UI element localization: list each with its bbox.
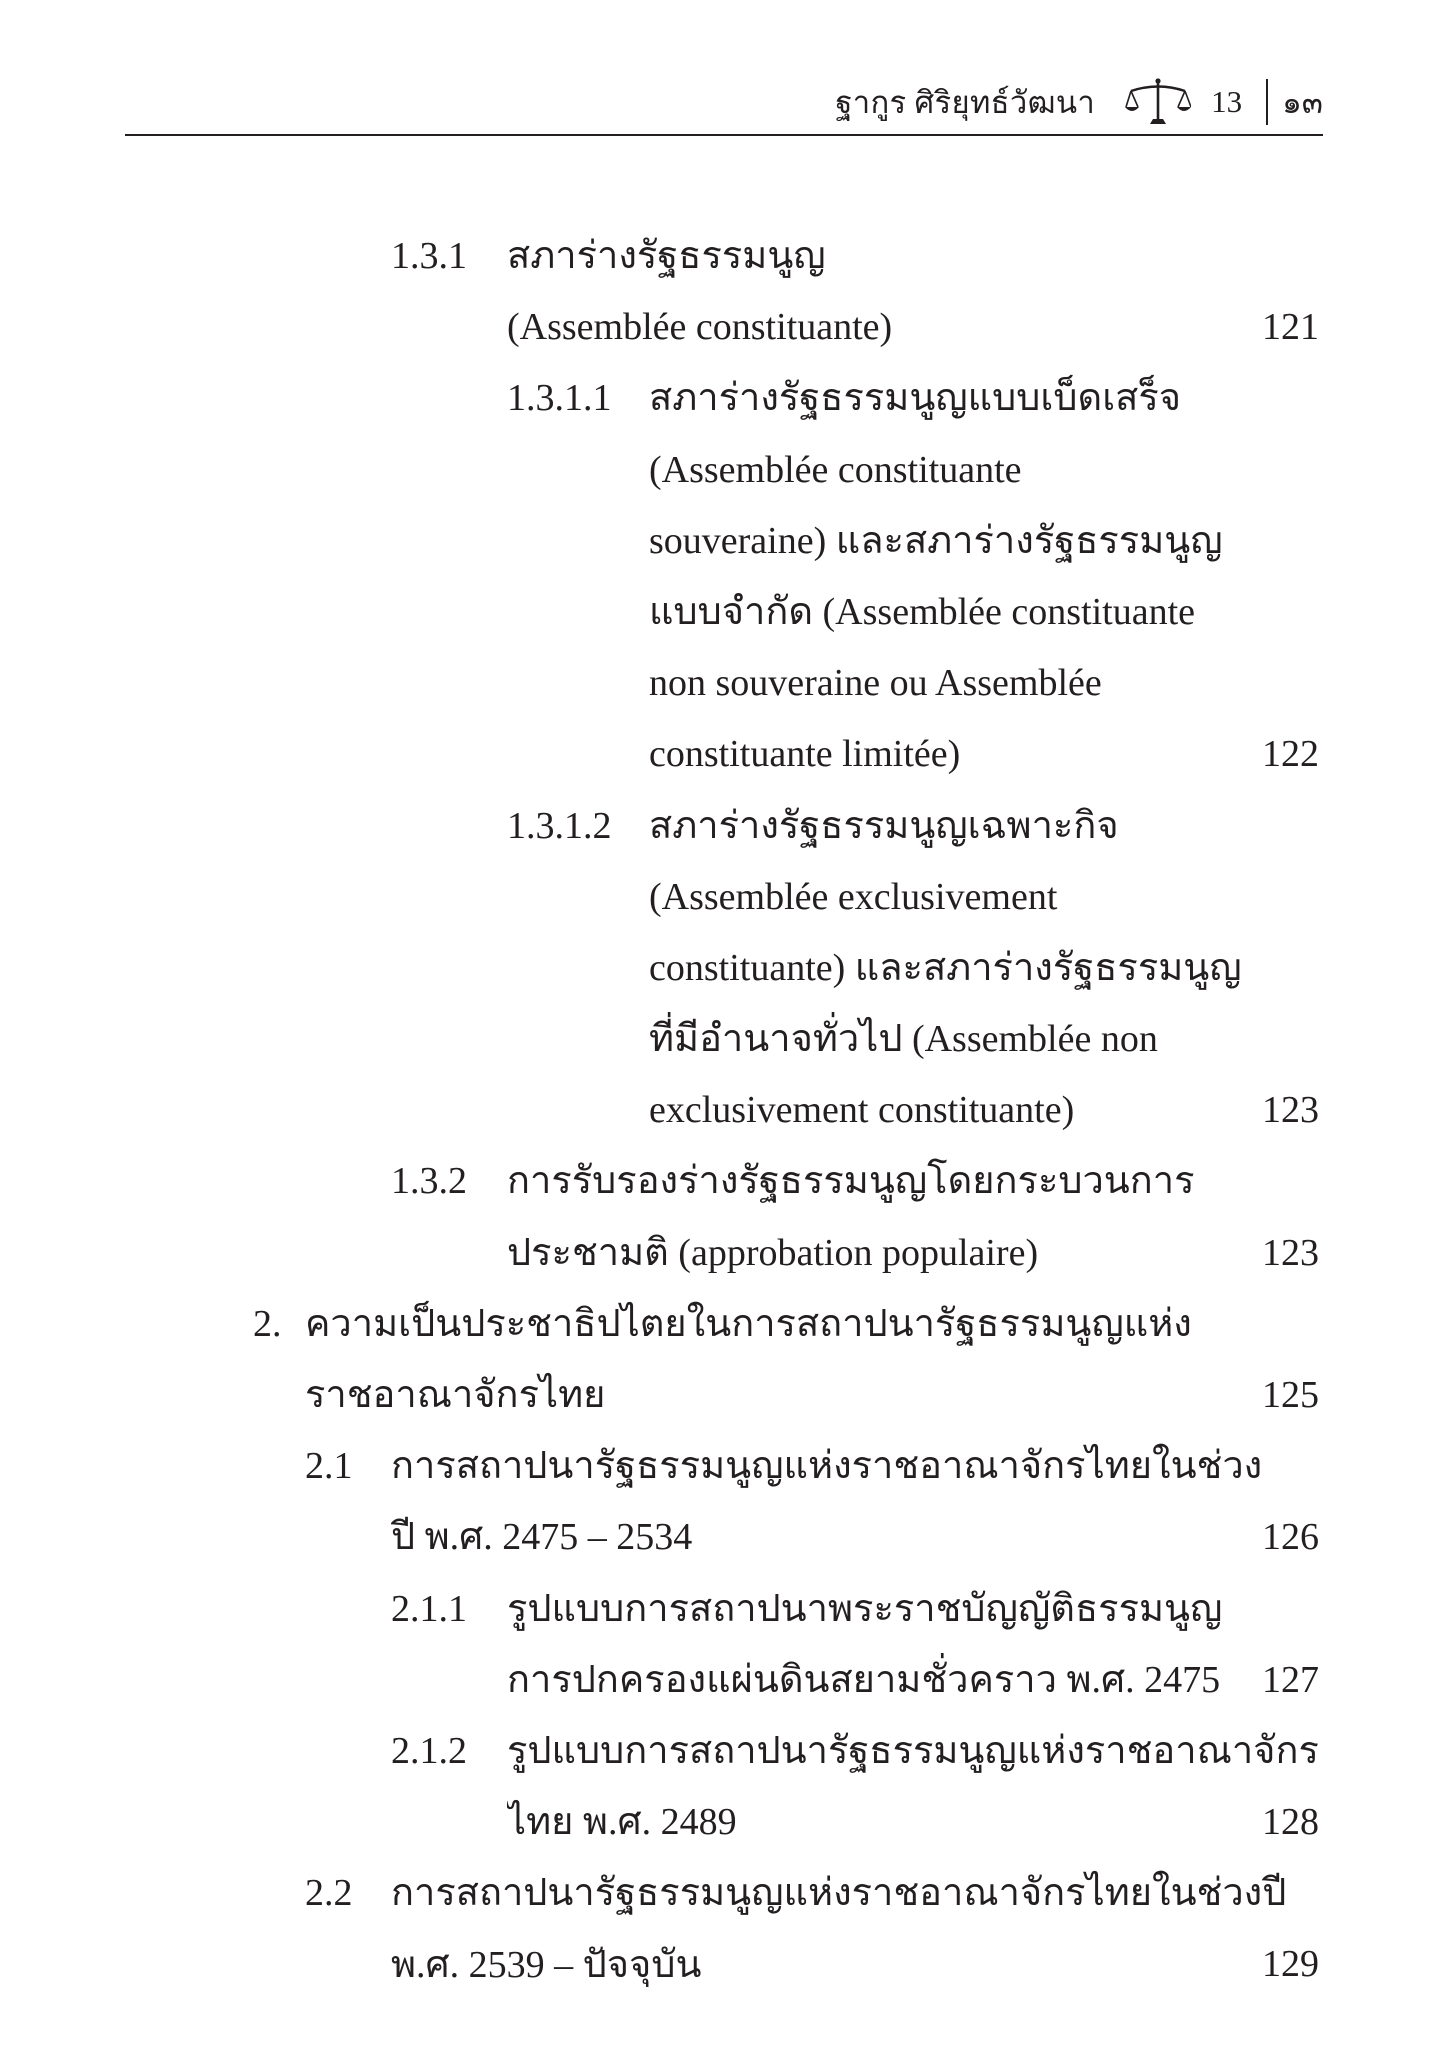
table-of-contents [0, 221, 1319, 2001]
entry-title-line: (Assemblée constituante [649, 448, 1022, 491]
entry-number: 2.1 [305, 1445, 353, 1488]
entry-title-line: การรับรองร่างรัฐธรรมนูญโดยกระบวนการ [507, 1160, 1195, 1203]
entry-number: 1.3.1.2 [507, 804, 612, 847]
entry-title [507, 1574, 1319, 1716]
toc-entry-1-3-1 [0, 221, 1319, 363]
page-number: 13 [1211, 84, 1243, 119]
entry-title [507, 1716, 1319, 1858]
entry-title-line: รูปแบบการสถาปนาพระราชบัญญัติธรรมนูญ [507, 1587, 1223, 1630]
entry-title-line: พ.ศ. 2539 – ปัจจุบัน [391, 1943, 702, 1986]
toc-entry-2-1 [0, 1431, 1319, 1573]
entry-number: 1.3.1 [391, 235, 467, 277]
entry-page-number: 129 [1262, 1943, 1319, 1986]
entry-page-number: 125 [1262, 1373, 1319, 1416]
entry-page-number: 126 [1262, 1516, 1319, 1559]
entry-title-line: constituante limitée) [649, 733, 961, 776]
entry-number: 2.1.1 [391, 1587, 467, 1630]
running-header [835, 70, 1323, 134]
entry-title [391, 1431, 1319, 1573]
toc-entry-2-1-2 [0, 1716, 1319, 1858]
entry-number: 2.2 [305, 1872, 353, 1915]
entry-number: 2. [253, 1302, 282, 1345]
folio-divider [1266, 79, 1268, 125]
entry-title-line: แบบจำกัด (Assemblée constituante [649, 590, 1196, 633]
entry-title-line: (Assemblée exclusivement [649, 875, 1058, 918]
entry-title-line: สภาร่างรัฐธรรมนูญแบบเบ็ดเสร็จ [649, 377, 1182, 420]
toc-entry-2-1-1 [0, 1574, 1319, 1716]
entry-title-line: รูปแบบการสถาปนารัฐธรรมนูญแห่งราชอาณาจักร [507, 1729, 1319, 1772]
page-number-thai: ๑๓ [1282, 85, 1323, 120]
toc-entry-2 [0, 1289, 1319, 1431]
entry-title [507, 1146, 1319, 1288]
entry-number: 1.3.2 [391, 1160, 467, 1203]
entry-title-line: สภาร่างรัฐธรรมนูญ [507, 235, 826, 277]
entry-title [305, 1289, 1319, 1431]
entry-title-line: ที่มีอำนาจทั่วไป (Assemblée non [649, 1018, 1158, 1061]
entry-page-number: 123 [1262, 1231, 1319, 1274]
entry-title-line: ประชามติ (approbation populaire) [507, 1231, 1039, 1274]
toc-entry-1-3-1-2 [0, 791, 1319, 1147]
scales-of-justice-icon [1125, 77, 1191, 127]
entry-title-line: ไทย พ.ศ. 2489 [507, 1801, 737, 1844]
author-name: ฐากูร ศิริยุทธ์วัฒนา [835, 85, 1096, 120]
entry-title-line: ราชอาณาจักรไทย [305, 1374, 606, 1416]
entry-title-line: (Assemblée constituante) [507, 306, 893, 349]
entry-title-line: การปกครองแผ่นดินสยามชั่วคราว พ.ศ. 2475 [507, 1658, 1221, 1701]
entry-title-line: non souveraine ou Assemblée [649, 662, 1102, 705]
entry-title-line: constituante) และสภาร่างรัฐธรรมนูญ [649, 946, 1242, 989]
entry-title [649, 791, 1319, 1147]
toc-entry-1-3-1-1 [0, 363, 1319, 790]
entry-title-line: สภาร่างรัฐธรรมนูญเฉพาะกิจ [649, 804, 1119, 847]
entry-title-line: souveraine) และสภาร่างรัฐธรรมนูญ [649, 519, 1223, 562]
entry-title-line: การสถาปนารัฐธรรมนูญแห่งราชอาณาจักรไทยในช่วง [391, 1445, 1263, 1488]
entry-title [391, 1858, 1319, 2000]
entry-title-line: ปี พ.ศ. 2475 – 2534 [391, 1516, 693, 1559]
header-rule [125, 134, 1323, 136]
entry-page-number: 128 [1262, 1801, 1319, 1844]
entry-title-line: ความเป็นประชาธิปไตยในการสถาปนารัฐธรรมนูญแห่ง [305, 1302, 1192, 1345]
toc-entry-1-3-2 [0, 1146, 1319, 1288]
entry-title-line: exclusivement constituante) [649, 1089, 1075, 1132]
toc-entry-2-2 [0, 1858, 1319, 2000]
entry-page-number: 123 [1262, 1089, 1319, 1132]
entry-page-number: 127 [1262, 1658, 1319, 1701]
entry-page-number: 121 [1262, 306, 1319, 349]
entry-title [649, 363, 1319, 790]
entry-title [507, 221, 1319, 363]
entry-page-number: 122 [1262, 733, 1319, 776]
entry-number: 1.3.1.1 [507, 377, 612, 420]
entry-title-line: การสถาปนารัฐธรรมนูญแห่งราชอาณาจักรไทยในช่วงปี [391, 1872, 1287, 1915]
entry-number: 2.1.2 [391, 1729, 467, 1772]
